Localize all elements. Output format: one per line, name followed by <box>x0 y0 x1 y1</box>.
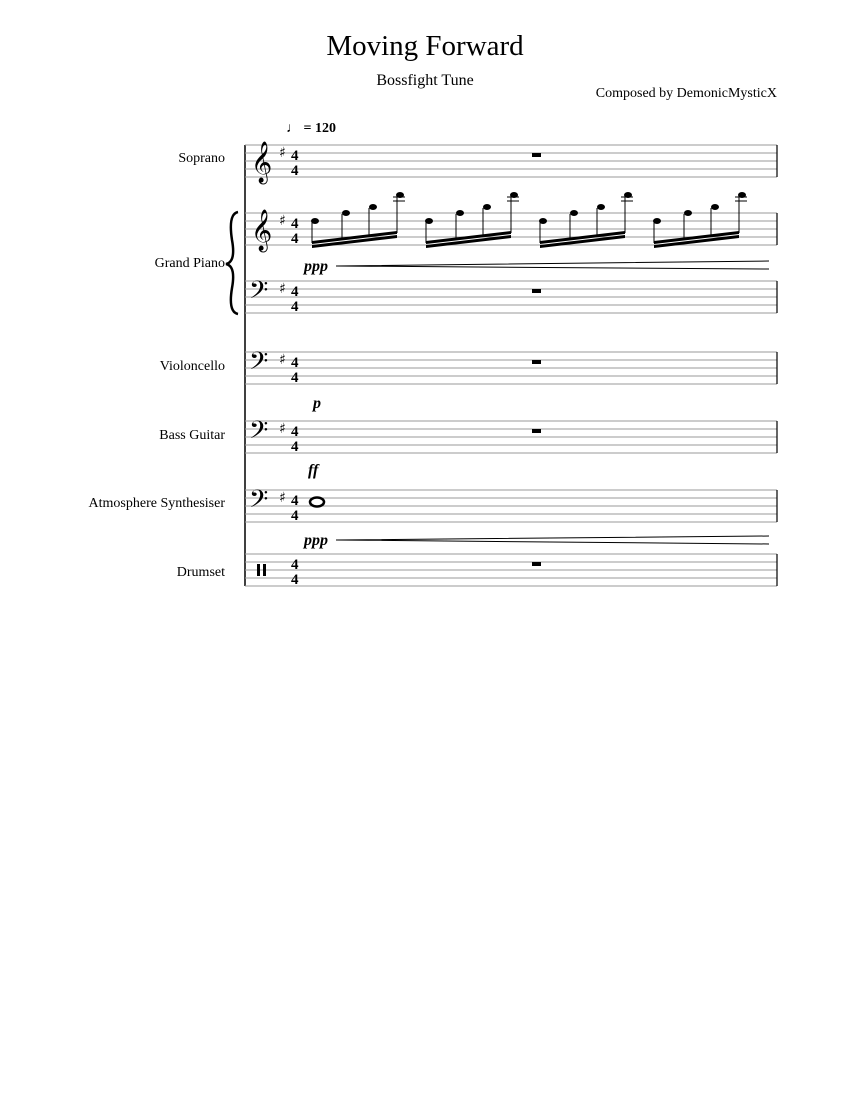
svg-text:♯: ♯ <box>279 490 286 506</box>
composer-credit: Composed by DemonicMysticX <box>595 86 777 101</box>
svg-text:4: 4 <box>291 424 299 440</box>
dynamic-p: p <box>313 395 321 412</box>
staff-piano-treble <box>245 192 777 252</box>
whole-rest-icon <box>532 153 541 157</box>
svg-text:♯: ♯ <box>279 213 286 229</box>
whole-rest-icon <box>532 562 541 566</box>
sixteenth-note-group <box>311 192 747 248</box>
tempo-marking: ♩ = 120 <box>286 121 336 136</box>
dynamic-ff: ff <box>308 462 319 479</box>
treble-clef-icon: 𝄞 <box>251 210 273 251</box>
svg-text:4: 4 <box>291 439 299 455</box>
svg-text:4: 4 <box>291 370 299 386</box>
svg-text:4: 4 <box>291 284 299 300</box>
instrument-label-atmosphere-synthesiser: Atmosphere Synthesiser <box>88 496 225 511</box>
instrument-label-bass-guitar: Bass Guitar <box>159 428 225 443</box>
svg-text:4: 4 <box>291 299 299 315</box>
svg-text:4: 4 <box>291 163 299 179</box>
brace-icon <box>226 212 238 314</box>
score-subtitle: Bossfight Tune <box>376 72 474 89</box>
dynamic-ppp: ppp <box>304 258 328 275</box>
staff-bass-guitar <box>245 416 777 455</box>
score-title: Moving Forward <box>326 30 524 62</box>
svg-text:4: 4 <box>291 148 299 164</box>
svg-text:♯: ♯ <box>279 421 286 437</box>
svg-text:4: 4 <box>291 557 299 573</box>
svg-text:♯: ♯ <box>279 352 286 368</box>
decrescendo-hairpin <box>336 536 769 544</box>
instrument-label-grand-piano: Grand Piano <box>154 256 225 271</box>
decrescendo-hairpin <box>336 261 769 269</box>
whole-rest-icon <box>532 360 541 364</box>
svg-text:4: 4 <box>291 493 299 509</box>
instrument-label-drumset: Drumset <box>176 565 225 580</box>
instrument-label-soprano: Soprano <box>178 151 225 166</box>
sharp-icon: ♯ <box>279 145 286 161</box>
bass-clef-icon: 𝄢 <box>249 485 269 520</box>
staff-drumset <box>245 554 777 588</box>
treble-clef-icon: 𝄞 <box>251 142 273 183</box>
svg-text:4: 4 <box>291 355 299 371</box>
svg-text:4: 4 <box>291 216 299 232</box>
dynamic-ppp: ppp <box>304 532 328 549</box>
percussion-clef-icon <box>257 564 260 576</box>
bass-clef-icon: 𝄢 <box>249 276 269 311</box>
svg-text:4: 4 <box>291 231 299 247</box>
quarter-note-icon: ♩ <box>286 121 300 136</box>
staff-atmosphere-synth <box>245 485 777 524</box>
whole-note-icon <box>310 498 324 507</box>
whole-rest-icon <box>532 429 541 433</box>
whole-rest-icon <box>532 289 541 293</box>
svg-text:♯: ♯ <box>279 281 286 297</box>
bass-clef-icon: 𝄢 <box>249 347 269 382</box>
staff-soprano <box>245 141 777 184</box>
bass-clef-icon: 𝄢 <box>249 416 269 451</box>
staff-violoncello <box>245 347 777 386</box>
staff-piano-bass <box>245 276 777 315</box>
svg-text:4: 4 <box>291 572 299 588</box>
instrument-label-violoncello: Violoncello <box>159 359 225 374</box>
svg-text:4: 4 <box>291 508 299 524</box>
